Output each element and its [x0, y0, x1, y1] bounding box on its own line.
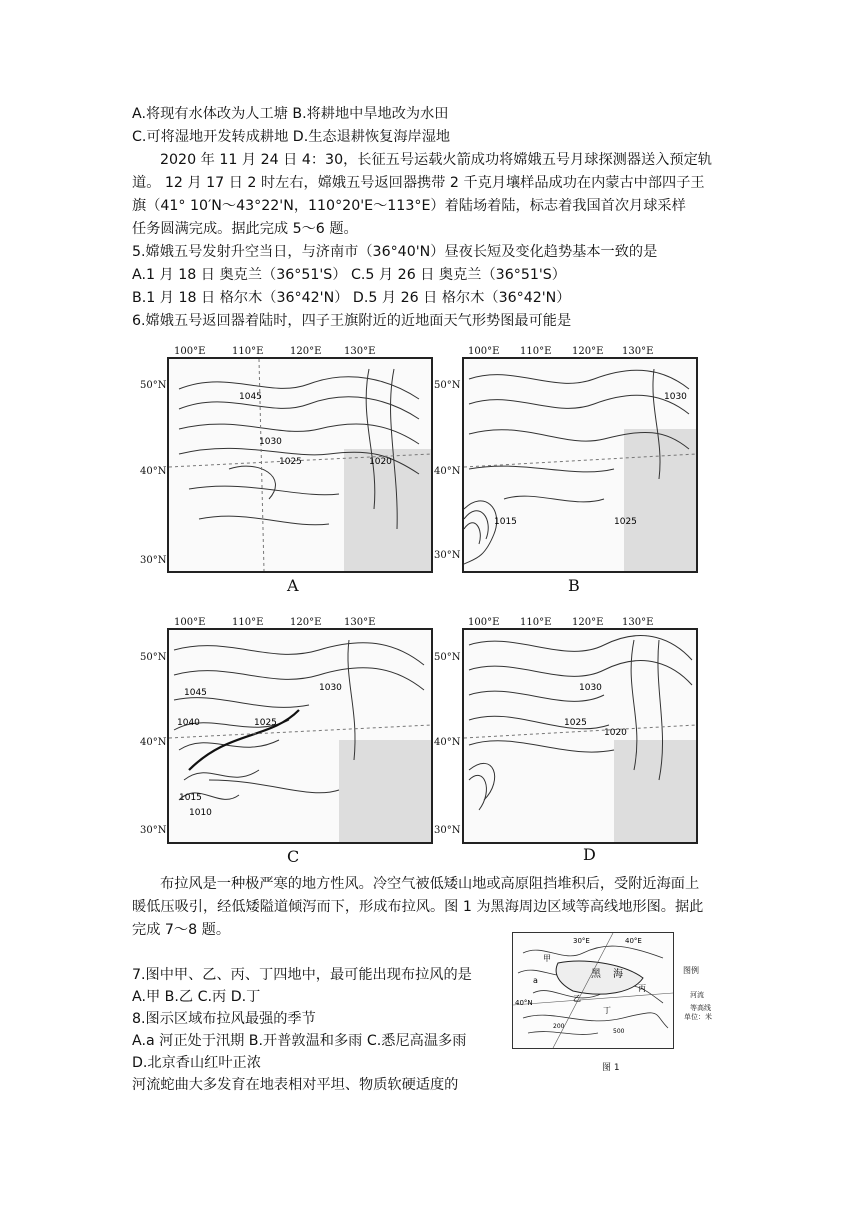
figure-1-place-bing: 丙: [638, 984, 646, 993]
figure-1-river-a: a: [533, 976, 538, 985]
figure-1-place-ding: 丁: [603, 1006, 611, 1015]
figure-1-lat-40: 40°N: [515, 999, 533, 1007]
map-c-label-1015: 1015: [179, 793, 202, 803]
figure-1-legend-contour: 等高线: [690, 1004, 711, 1012]
map-b-lon-120: 120°E: [572, 346, 604, 357]
paragraph-bora-2: 暖低压吸引，经低矮隘道倾泻而下，形成布拉风。图 1 为黑海周边区域等高线地形图。据此: [132, 899, 704, 915]
map-d-lon-100: 100°E: [468, 617, 500, 628]
paragraph-chang-e-4: 任务圆满完成。据此完成 5～6 题。: [132, 221, 358, 237]
weather-map-d-contours: [464, 630, 696, 842]
question-5: 5.嫦娥五号发射升空当日，与济南市（36°40'N）昼夜长短及变化趋势基本一致的是: [132, 244, 658, 260]
map-a-lon-130: 130°E: [344, 346, 376, 357]
map-c-lat-30: 30°N: [140, 825, 167, 836]
map-d-lat-40: 40°N: [434, 737, 461, 748]
figure-1-caption: 图 1: [602, 1063, 620, 1073]
figure-1-sea-label-1: 黑: [591, 969, 601, 980]
weather-map-a-contours: [169, 359, 431, 571]
question-8: 8.图示区域布拉风最强的季节: [132, 1011, 316, 1027]
map-a-label-1020: 1020: [369, 457, 392, 467]
map-b-lat-40: 40°N: [434, 466, 461, 477]
weather-map-c-contours: [169, 630, 431, 842]
figure-1-place-jia: 甲: [543, 954, 551, 963]
figure-1-contour-500: 500: [613, 1028, 625, 1035]
question-8-options-abc: A.a 河正处于汛期 B.开普敦温和多雨 C.悉尼高温多雨: [132, 1033, 467, 1049]
map-b-lat-30: 30°N: [434, 550, 461, 561]
figure-1-sea-label-2: 海: [613, 969, 623, 980]
paragraph-bora-1: 布拉风是一种极严寒的地方性风。冷空气被低矮山地或高原阻挡堆积后，受附近海面上: [160, 876, 700, 892]
map-b-label-1025: 1025: [614, 517, 637, 527]
figure-1-place-yi: 乙: [573, 994, 581, 1003]
map-b-title: B: [568, 576, 580, 595]
map-c-title: C: [287, 847, 300, 866]
next-question-intro: 河流蛇曲大多发育在地表相对平坦、物质软硬适度的: [132, 1077, 459, 1093]
map-c-lon-110: 110°E: [232, 617, 264, 628]
map-d-lon-130: 130°E: [622, 617, 654, 628]
figure-1-lon-30: 30°E: [573, 937, 590, 945]
map-b-lon-110: 110°E: [520, 346, 552, 357]
figure-1-legend-unit: 单位：米: [684, 1013, 712, 1021]
figure-1-legend-title: 图例: [683, 966, 699, 975]
paragraph-chang-e-1: 2020 年 11 月 24 日 4：30，长征五号运载火箭成功将嫦娥五号月球探测器送入预定轨: [160, 152, 712, 168]
map-c-lon-130: 130°E: [344, 617, 376, 628]
map-c-label-1010: 1010: [189, 808, 212, 818]
map-d-title: D: [583, 845, 596, 864]
map-a-lon-100: 100°E: [174, 346, 206, 357]
map-a-lon-120: 120°E: [290, 346, 322, 357]
weather-map-c: [167, 628, 433, 844]
map-a-lat-40: 40°N: [140, 466, 167, 477]
option-line-2: C.可将湿地开发转成耕地 D.生态退耕恢复海岸湿地: [132, 129, 451, 145]
map-d-lon-110: 110°E: [520, 617, 552, 628]
map-c-label-1040: 1040: [177, 718, 200, 728]
map-b-lon-130: 130°E: [622, 346, 654, 357]
map-c-lon-100: 100°E: [174, 617, 206, 628]
weather-map-b: [462, 357, 698, 573]
weather-map-a: [167, 357, 433, 573]
map-c-label-1025: 1025: [254, 718, 277, 728]
map-b-label-1030: 1030: [664, 392, 687, 402]
map-a-label-1025: 1025: [279, 457, 302, 467]
question-7-options: A.甲 B.乙 C.丙 D.丁: [132, 989, 261, 1005]
map-a-label-1030: 1030: [259, 437, 282, 447]
map-c-lat-50: 50°N: [140, 652, 167, 663]
map-d-label-1030: 1030: [579, 683, 602, 693]
map-d-lat-30: 30°N: [434, 825, 461, 836]
paragraph-chang-e-3: 旗（41° 10′N～43°22'N，110°20'E～113°E）着陆场着陆，标志着我国首次月球采样: [132, 198, 686, 214]
question-7: 7.图中甲、乙、丙、丁四地中，最可能出现布拉风的是: [132, 967, 472, 983]
map-a-lon-110: 110°E: [232, 346, 264, 357]
map-c-lon-120: 120°E: [290, 617, 322, 628]
figure-1-legend-river: 河流: [690, 991, 704, 999]
figure-1-black-sea-map: [512, 932, 674, 1049]
paragraph-bora-3: 完成 7～8 题。: [132, 922, 231, 938]
map-a-label-1045: 1045: [239, 392, 262, 402]
map-d-lon-120: 120°E: [572, 617, 604, 628]
map-c-label-1045: 1045: [184, 688, 207, 698]
map-d-label-1025: 1025: [564, 718, 587, 728]
figure-1-contours: [513, 933, 673, 1048]
map-b-lon-100: 100°E: [468, 346, 500, 357]
question-6: 6.嫦娥五号返回器着陆时，四子王旗附近的近地面天气形势图最可能是: [132, 313, 572, 329]
map-c-label-1030: 1030: [319, 683, 342, 693]
weather-map-b-contours: [464, 359, 696, 571]
weather-map-d: [462, 628, 698, 844]
question-5-options-ac: A.1 月 18 日 奥克兰（36°51'S） C.5 月 26 日 奥克兰（36°51'S）: [132, 267, 566, 283]
figure-1-contour-200: 200: [553, 1023, 565, 1030]
question-5-options-bd: B.1 月 18 日 格尔木（36°42'N） D.5 月 26 日 格尔木（36°42'N）: [132, 290, 571, 306]
option-line-1: A.将现有水体改为人工塘 B.将耕地中旱地改为水田: [132, 106, 449, 122]
map-c-lat-40: 40°N: [140, 737, 167, 748]
map-a-lat-30: 30°N: [140, 555, 167, 566]
question-8-option-d: D.北京香山红叶正浓: [132, 1055, 261, 1071]
map-b-lat-50: 50°N: [434, 380, 461, 391]
paragraph-chang-e-2: 道。 12 月 17 日 2 时左右，嫦娥五号返回器携带 2 千克月壤样品成功在内蒙古中部四子王: [132, 175, 705, 191]
map-d-lat-50: 50°N: [434, 652, 461, 663]
map-a-lat-50: 50°N: [140, 380, 167, 391]
map-d-label-1020: 1020: [604, 728, 627, 738]
map-b-label-1015: 1015: [494, 517, 517, 527]
figure-1-lon-40: 40°E: [625, 937, 642, 945]
map-a-title: A: [287, 576, 299, 595]
